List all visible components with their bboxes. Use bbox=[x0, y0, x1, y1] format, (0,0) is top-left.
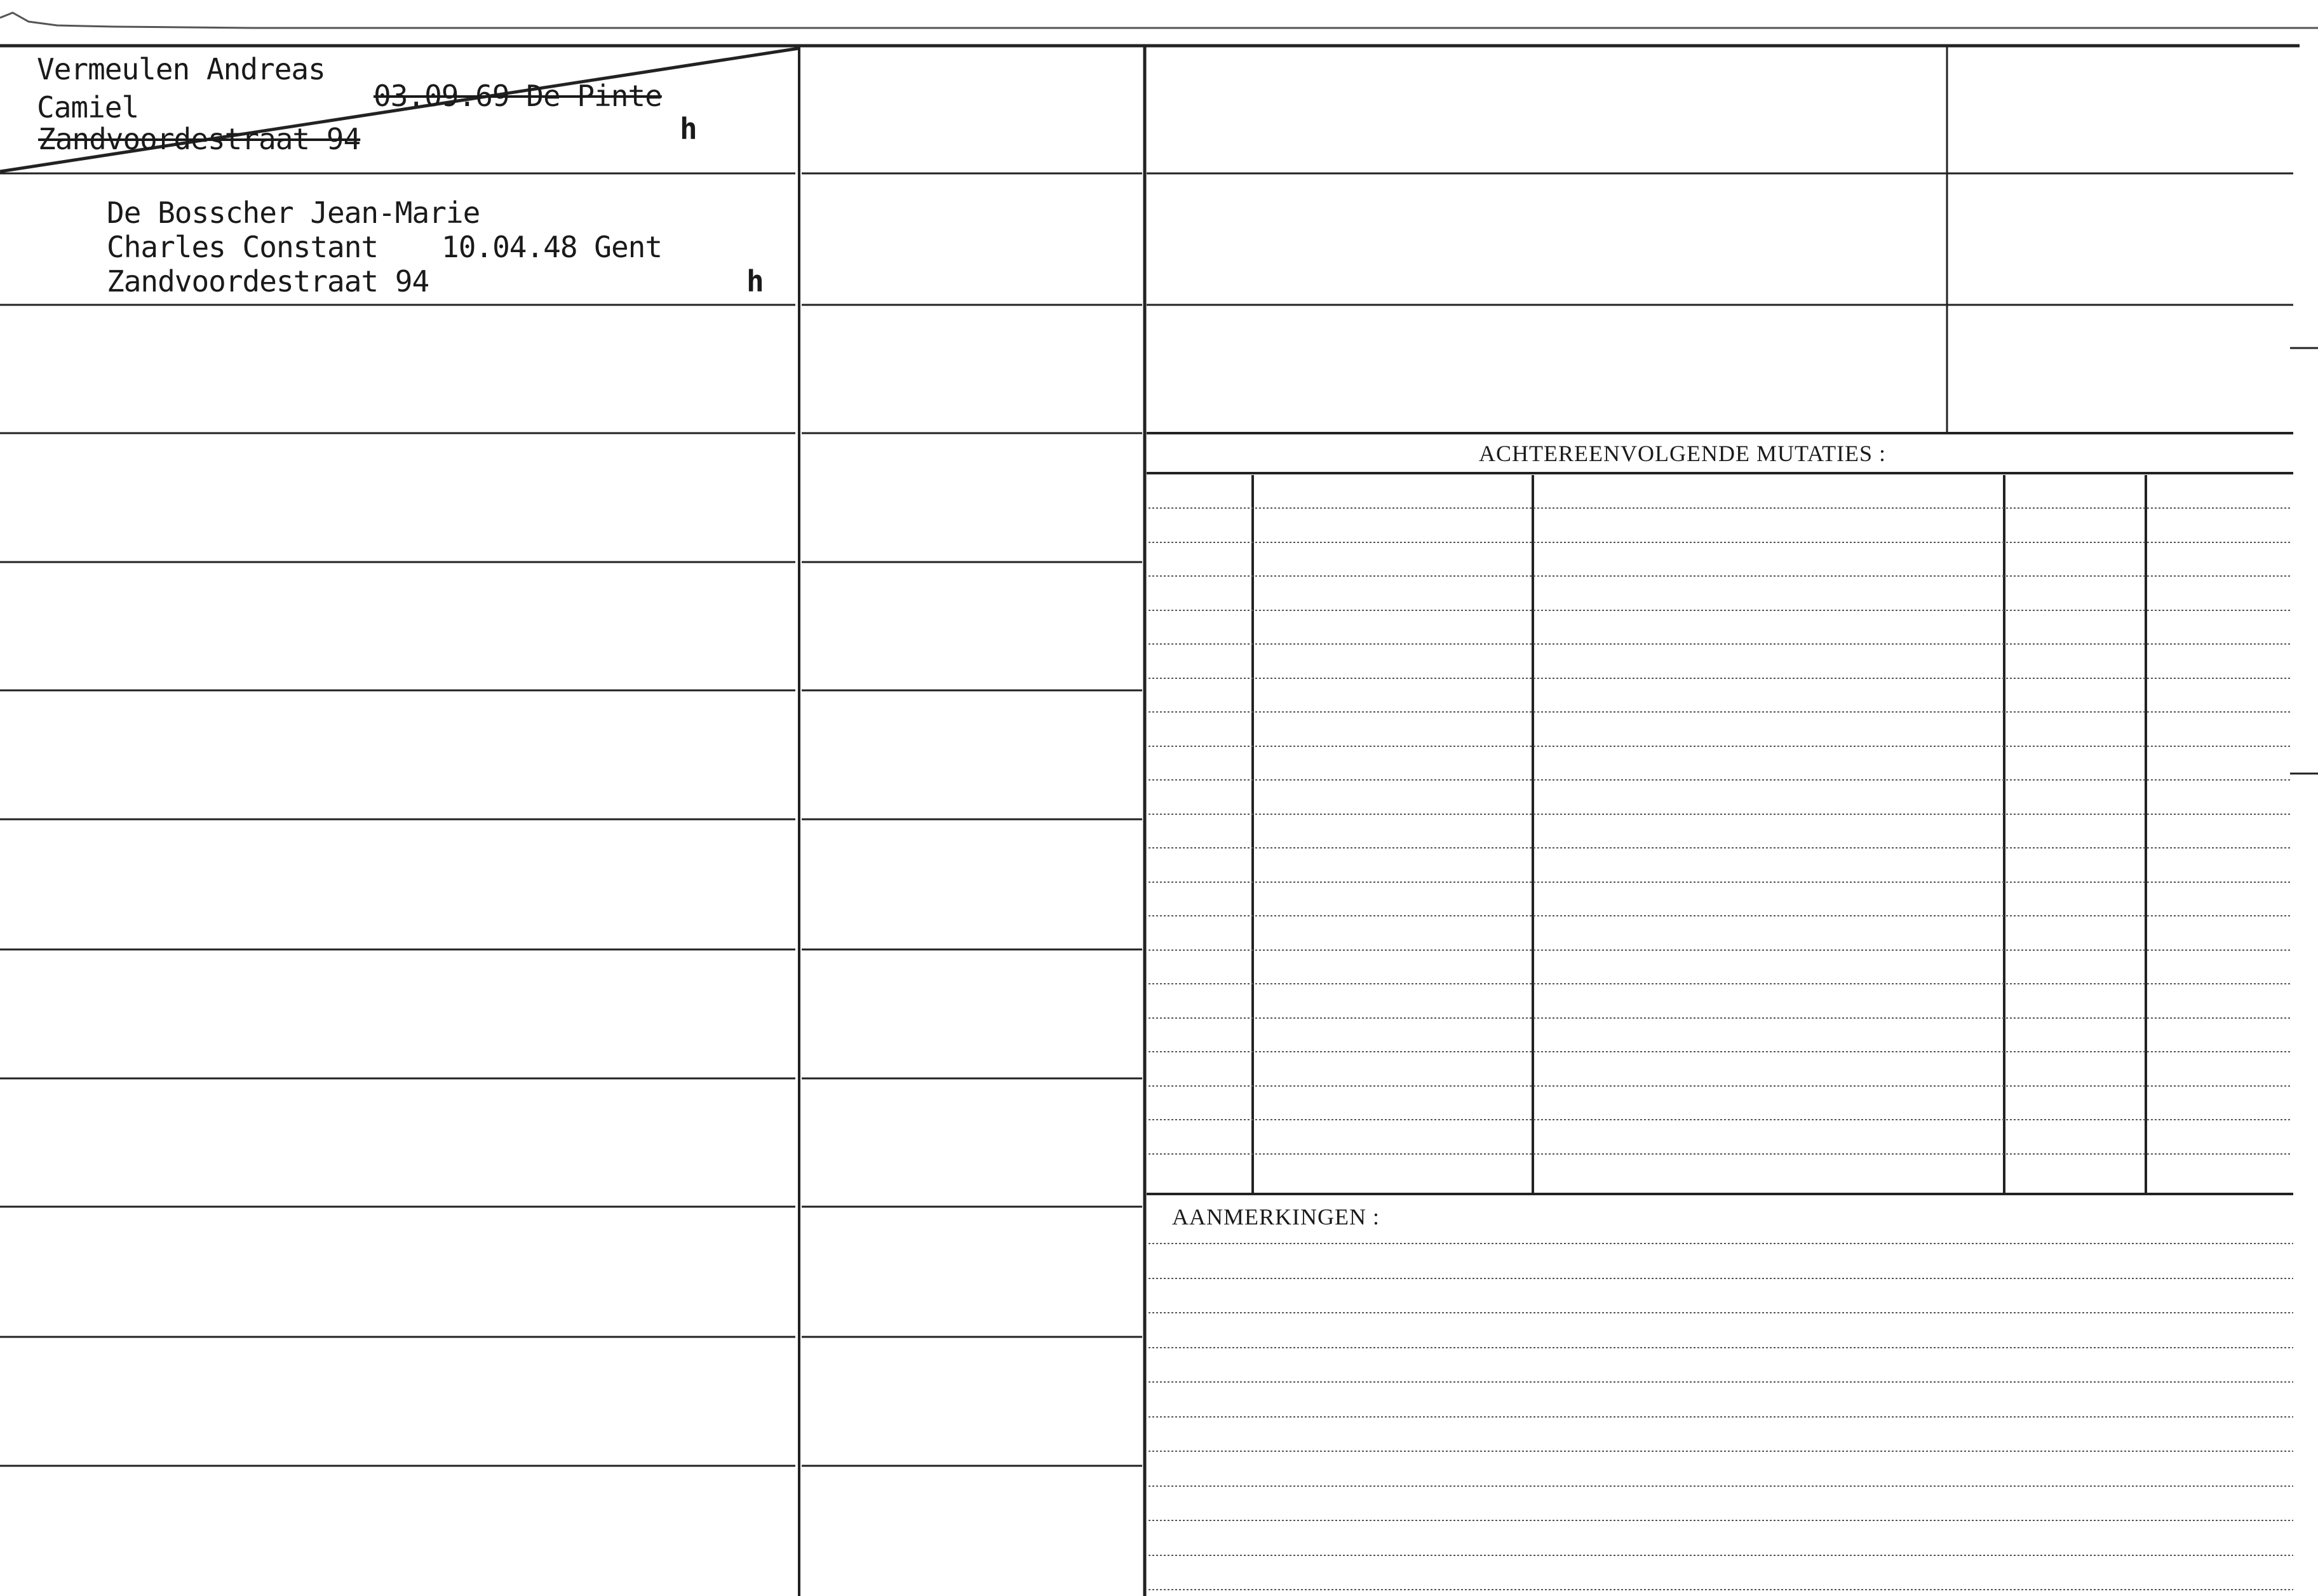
entry-2-status: h bbox=[746, 264, 764, 298]
entry-2-address: Zandvoordestraat 94 bbox=[107, 264, 429, 298]
mutations-columns bbox=[1253, 475, 2146, 1193]
entry-2-birth: 10.04.48 Gent bbox=[441, 230, 663, 264]
entry-2-second-name: Charles Constant bbox=[107, 230, 379, 264]
mutations-header: ACHTEREENVOLGENDE MUTATIES : bbox=[1479, 441, 1887, 466]
remarks-header: AANMERKINGEN : bbox=[1172, 1204, 1380, 1230]
entry-2-name: De Bosscher Jean-Marie bbox=[107, 196, 480, 230]
entry-1-birth: 03.09.69 De Pinte bbox=[374, 79, 662, 113]
torn-top-edge bbox=[0, 13, 2318, 28]
entry-1-name: Vermeulen Andreas bbox=[37, 52, 325, 86]
left-rows bbox=[0, 173, 795, 1466]
remarks-rows bbox=[1149, 1244, 2293, 1590]
entry-1-status: h bbox=[680, 112, 697, 146]
entry-1-address: Zandvoordestraat 94 bbox=[38, 122, 361, 156]
entry-1-second-name: Camiel bbox=[37, 90, 139, 124]
middle-rows bbox=[802, 173, 1142, 1466]
mutations-rows bbox=[1149, 508, 2290, 1154]
